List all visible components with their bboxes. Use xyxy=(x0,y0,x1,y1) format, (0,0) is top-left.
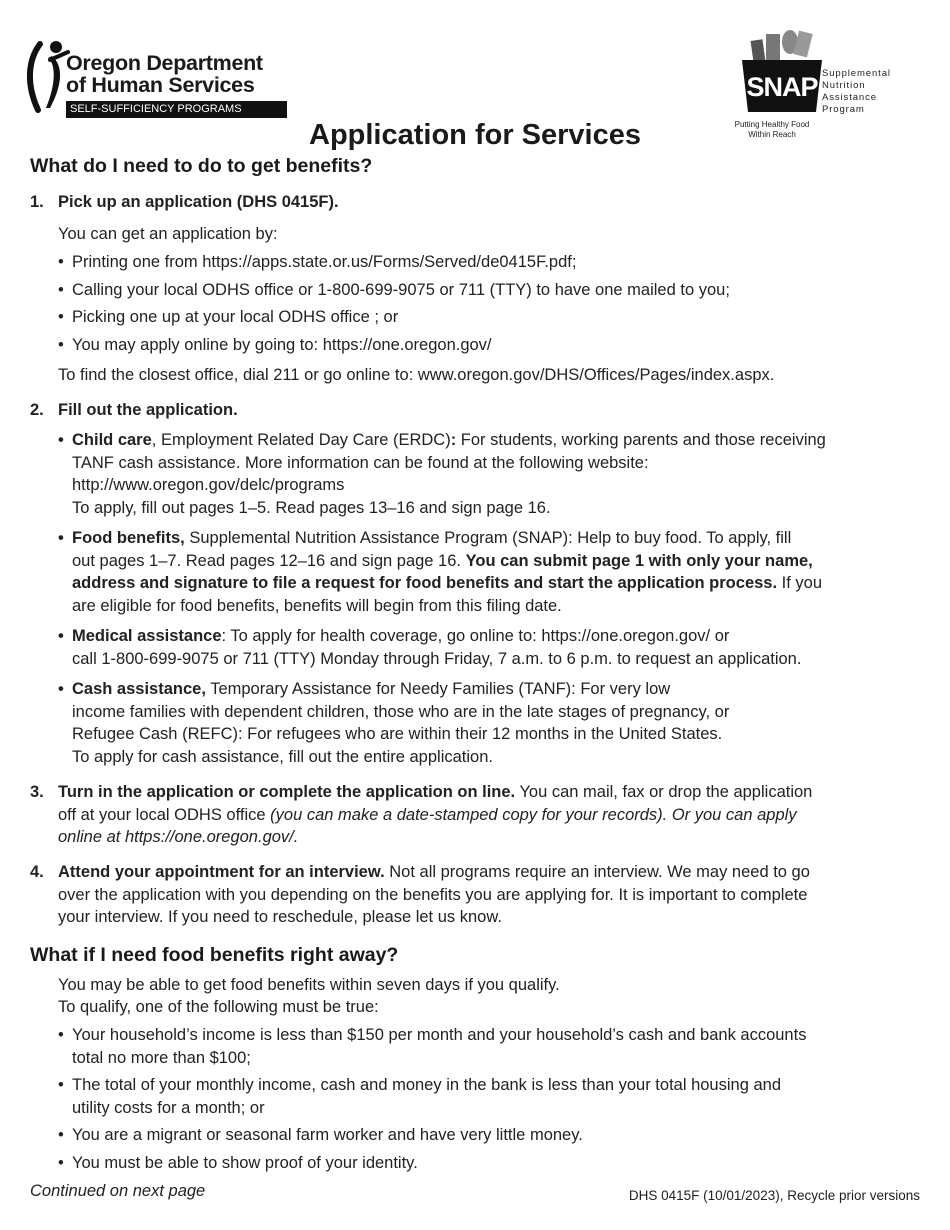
food-text-1: Supplemental Nutrition Assistance Program (SNAP): Help to buy food. To apply, fill xyxy=(184,529,792,547)
bullet-marker: • xyxy=(58,1026,64,1044)
section2-intro-2: To qualify, one of the following must be true: xyxy=(58,998,379,1016)
bullet-marker: • xyxy=(58,431,64,449)
snap-word-4: Program xyxy=(822,104,865,115)
bullet-marker: • xyxy=(58,680,64,698)
medical-text-1: : To apply for health coverage, go online to: https://one.oregon.gov/ or xyxy=(221,627,730,645)
food-line4: are eligible for food benefits, benefits will begin from this filing date. xyxy=(72,597,562,615)
snap-tagline-line2: Within Reach xyxy=(748,130,796,139)
bullet-marker: • xyxy=(58,627,64,645)
step1-bullet-1: Printing one from https://apps.state.or.us/Forms/Served/de0415F.pdf; xyxy=(72,253,577,271)
cash-line1 xyxy=(72,678,670,701)
step1-bullet-4: You may apply online by going to: https://one.oregon.gov/ xyxy=(72,336,492,354)
food-line3 xyxy=(72,572,822,595)
section2-bullet4: You must be able to show proof of your identity. xyxy=(72,1154,418,1172)
snap-word-2: Nutrition xyxy=(822,80,866,91)
step4-line3: your interview. If you need to reschedule, please let us know. xyxy=(58,908,502,926)
section2-bullet3: You are a migrant or seasonal farm worker and have very little money. xyxy=(72,1126,583,1144)
snap-logo-text: SNAP xyxy=(746,72,818,102)
cash-label: Cash assistance, xyxy=(72,680,206,698)
bullet-marker: • xyxy=(58,529,64,547)
person-figure-icon xyxy=(26,38,70,122)
step1-bullet-2: Calling your local ODHS office or 1-800-699-9075 or 711 (TTY) to have one mailed to you; xyxy=(72,281,730,299)
step3-title: Turn in the application or complete the application on line. xyxy=(58,783,516,801)
step2-title: Fill out the application. xyxy=(58,401,238,419)
step3-number: 3. xyxy=(30,783,44,801)
step1-intro: You can get an application by: xyxy=(58,225,278,243)
cash-line3: Refugee Cash (REFC): For refugees who are within their 12 months in the United States. xyxy=(72,725,723,743)
agency-name-line2: of Human Services xyxy=(66,73,255,97)
bullet-marker: • xyxy=(58,281,64,299)
step4-number: 4. xyxy=(30,863,44,881)
food-emphasis-1: You can submit page 1 with only your name, xyxy=(465,552,813,570)
section2-bullet2-line1: The total of your monthly income, cash and money in the bank is less than your total housing and xyxy=(72,1076,781,1094)
step4-text-1: Not all programs require an interview. We may need to go xyxy=(384,863,810,881)
odhs-logo xyxy=(26,38,296,122)
step2-number: 2. xyxy=(30,401,44,419)
bullet-marker: • xyxy=(58,253,64,271)
section-heading-benefits: What do I need to do to get benefits? xyxy=(30,155,373,177)
medical-line2: call 1-800-699-9075 or 711 (TTY) Monday through Friday, 7 a.m. to 6 p.m. to request an application. xyxy=(72,650,802,668)
snap-word-1: Supplemental xyxy=(822,68,891,79)
snap-grocery-bag-icon xyxy=(740,26,824,118)
medical-line1 xyxy=(72,625,729,648)
section2-bullet2-line2: utility costs for a month; or xyxy=(72,1099,265,1117)
step4-title: Attend your appointment for an interview. xyxy=(58,863,385,881)
food-text-2: out pages 1–7. Read pages 12–16 and sign page 16. xyxy=(72,552,466,570)
childcare-line2: TANF cash assistance. More information can be found at the following website: xyxy=(72,454,649,472)
step1-bullet-3: Picking one up at your local ODHS office ; or xyxy=(72,308,399,326)
bullet-marker: • xyxy=(58,1154,64,1172)
step3-line2 xyxy=(58,804,797,827)
footer-form-id: DHS 0415F (10/01/2023), Recycle prior versions xyxy=(628,1188,920,1203)
childcare-colon: : xyxy=(450,431,457,449)
step3-line1 xyxy=(58,781,812,804)
section-heading-food-right-away: What if I need food benefits right away? xyxy=(30,944,399,966)
food-line1 xyxy=(72,527,791,550)
step1-number: 1. xyxy=(30,193,44,211)
childcare-line4: To apply, fill out pages 1–5. Read pages 13–16 and sign page 16. xyxy=(72,499,551,517)
cash-line4: To apply for cash assistance, fill out the entire application. xyxy=(72,748,493,766)
page-title: Application for Services xyxy=(309,119,641,151)
footer-continued: Continued on next page xyxy=(30,1182,206,1200)
cash-text-1: Temporary Assistance for Needy Families (TANF): For very low xyxy=(205,680,671,698)
cash-line2: income families with dependent children, those who are in the late stages of pregnancy, or xyxy=(72,703,730,721)
section2-bullet1-line1: Your household’s income is less than $150 per month and your household’s cash and bank accounts xyxy=(72,1026,807,1044)
agency-name xyxy=(66,52,263,96)
childcare-label: Child care xyxy=(72,431,152,449)
step1-closing: To find the closest office, dial 211 or go online to: www.oregon.gov/DHS/Offices/Pages/index.aspx. xyxy=(58,366,775,384)
food-line2 xyxy=(72,550,813,573)
step3-text-2: off at your local ODHS office xyxy=(58,806,271,824)
food-emphasis-2: address and signature to file a request for food benefits and start the application process. xyxy=(72,574,778,592)
section2-bullet1-line2: total no more than $100; xyxy=(72,1049,251,1067)
bullet-marker: • xyxy=(58,308,64,326)
bullet-marker: • xyxy=(58,336,64,354)
childcare-line1 xyxy=(72,429,826,452)
childcare-text-1: For students, working parents and those receiving xyxy=(456,431,826,449)
section2-intro-1: You may be able to get food benefits within seven days if you qualify. xyxy=(58,976,560,994)
bullet-marker: • xyxy=(58,1076,64,1094)
snap-words xyxy=(822,68,891,116)
food-label: Food benefits, xyxy=(72,529,185,547)
step3-line3: online at https://one.oregon.gov/. xyxy=(58,828,299,846)
food-text-3: If you xyxy=(777,574,823,592)
medical-label: Medical assistance xyxy=(72,627,222,645)
childcare-program: , Employment Related Day Care (ERDC) xyxy=(151,431,451,449)
step4-line2: over the application with you depending on the benefits you are applying for. It is important to complete xyxy=(58,886,808,904)
agency-subtitle: SELF-SUFFICIENCY PROGRAMS xyxy=(66,101,287,118)
childcare-line3: http://www.oregon.gov/delc/programs xyxy=(72,476,345,494)
agency-name-line1: Oregon Department xyxy=(66,51,263,75)
step1-title: Pick up an application (DHS 0415F). xyxy=(58,193,339,211)
step3-italic-1: (you can make a date-stamped copy for your records). Or you can apply xyxy=(270,806,797,824)
bullet-marker: • xyxy=(58,1126,64,1144)
step3-text-1: You can mail, fax or drop the application xyxy=(515,783,813,801)
snap-word-3: Assistance xyxy=(822,92,877,103)
snap-tagline-line1: Putting Healthy Food xyxy=(734,120,810,129)
step4-line1 xyxy=(58,861,810,884)
